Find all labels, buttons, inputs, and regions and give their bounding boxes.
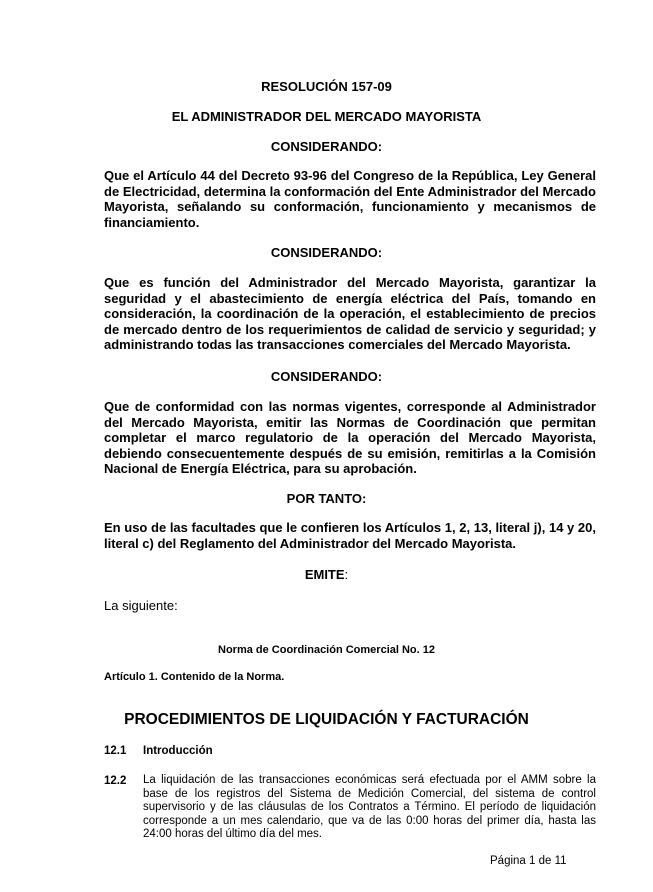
section-text-12-2: La liquidación de las transacciones económicas será efectuada por el AMM sobre la base de los registros del Sistema de Medición Comercial, del sistema de control supervisorio y de las cláusulas de los Contratos a Término. El período de liquidación corresponde a un mes calendario, que va de las 0:00 horas del primer día, hasta las 24:00 horas del último día del mes. [143,774,596,841]
considerando-heading-3: CONSIDERANDO: [270,369,383,384]
section-title: PROCEDIMIENTOS DE LIQUIDACIÓN Y FACTURACIÓN [124,711,529,728]
considerando-heading-1: CONSIDERANDO: [270,139,383,154]
issuer-title: EL ADMINISTRADOR DEL MERCADO MAYORISTA [171,109,482,124]
section-number-12-2: 12.2 [104,775,127,787]
article-1-heading: Artículo 1. Contenido de la Norma. [104,671,285,683]
norma-title: Norma de Coordinación Comercial No. 12 [218,644,435,656]
emite-label: EMITE [304,567,345,582]
considerando-paragraph-1: Que el Artículo 44 del Decreto 93-96 del Congreso de la República, Ley General de Electricidad, determina la conformación del Ente Administrador del Mercado Mayorista, señalando su conformación, funcionamiento y mecanismos de financiamiento. [104,168,596,230]
por-tanto-heading: POR TANTO: [286,491,367,506]
intro-text: La siguiente: [104,598,178,613]
section-title-12-1: Introducción [143,745,213,757]
section-number-12-1: 12.1 [104,745,127,757]
considerando-paragraph-3: Que de conformidad con las normas vigentes, corresponde al Administrador del Mercado Mayorista, emitir las Normas de Coordinación que permitan completar el marco regulatorio de la operación del Mercado Mayorista, debiendo consecuentemente después de su emisión, remitirlas a la Comisión Nacional de Energía Eléctrica, para su aprobación. [104,399,596,476]
considerando-heading-2: CONSIDERANDO: [270,245,383,260]
por-tanto-paragraph: En uso de las facultades que le confieren los Artículos 1, 2, 13, literal j), 14 y 20, literal c) del Reglamento del Administrador del Mercado Mayorista. [104,520,596,551]
emite-colon: : [344,567,349,582]
page-number-footer: Página 1 de 11 [490,855,567,867]
resolution-number: RESOLUCIÓN 157-09 [261,79,392,94]
emite-heading [0,567,653,583]
considerando-paragraph-2: Que es función del Administrador del Mercado Mayorista, garantizar la seguridad y el abastecimiento de energía eléctrica del País, tomando en consideración, la coordinación de la operación, el establecimiento de precios de mercado dentro de los requerimientos de calidad de servicio y seguridad; y administrando todas las transacciones comerciales del Mercado Mayorista. [104,275,596,352]
